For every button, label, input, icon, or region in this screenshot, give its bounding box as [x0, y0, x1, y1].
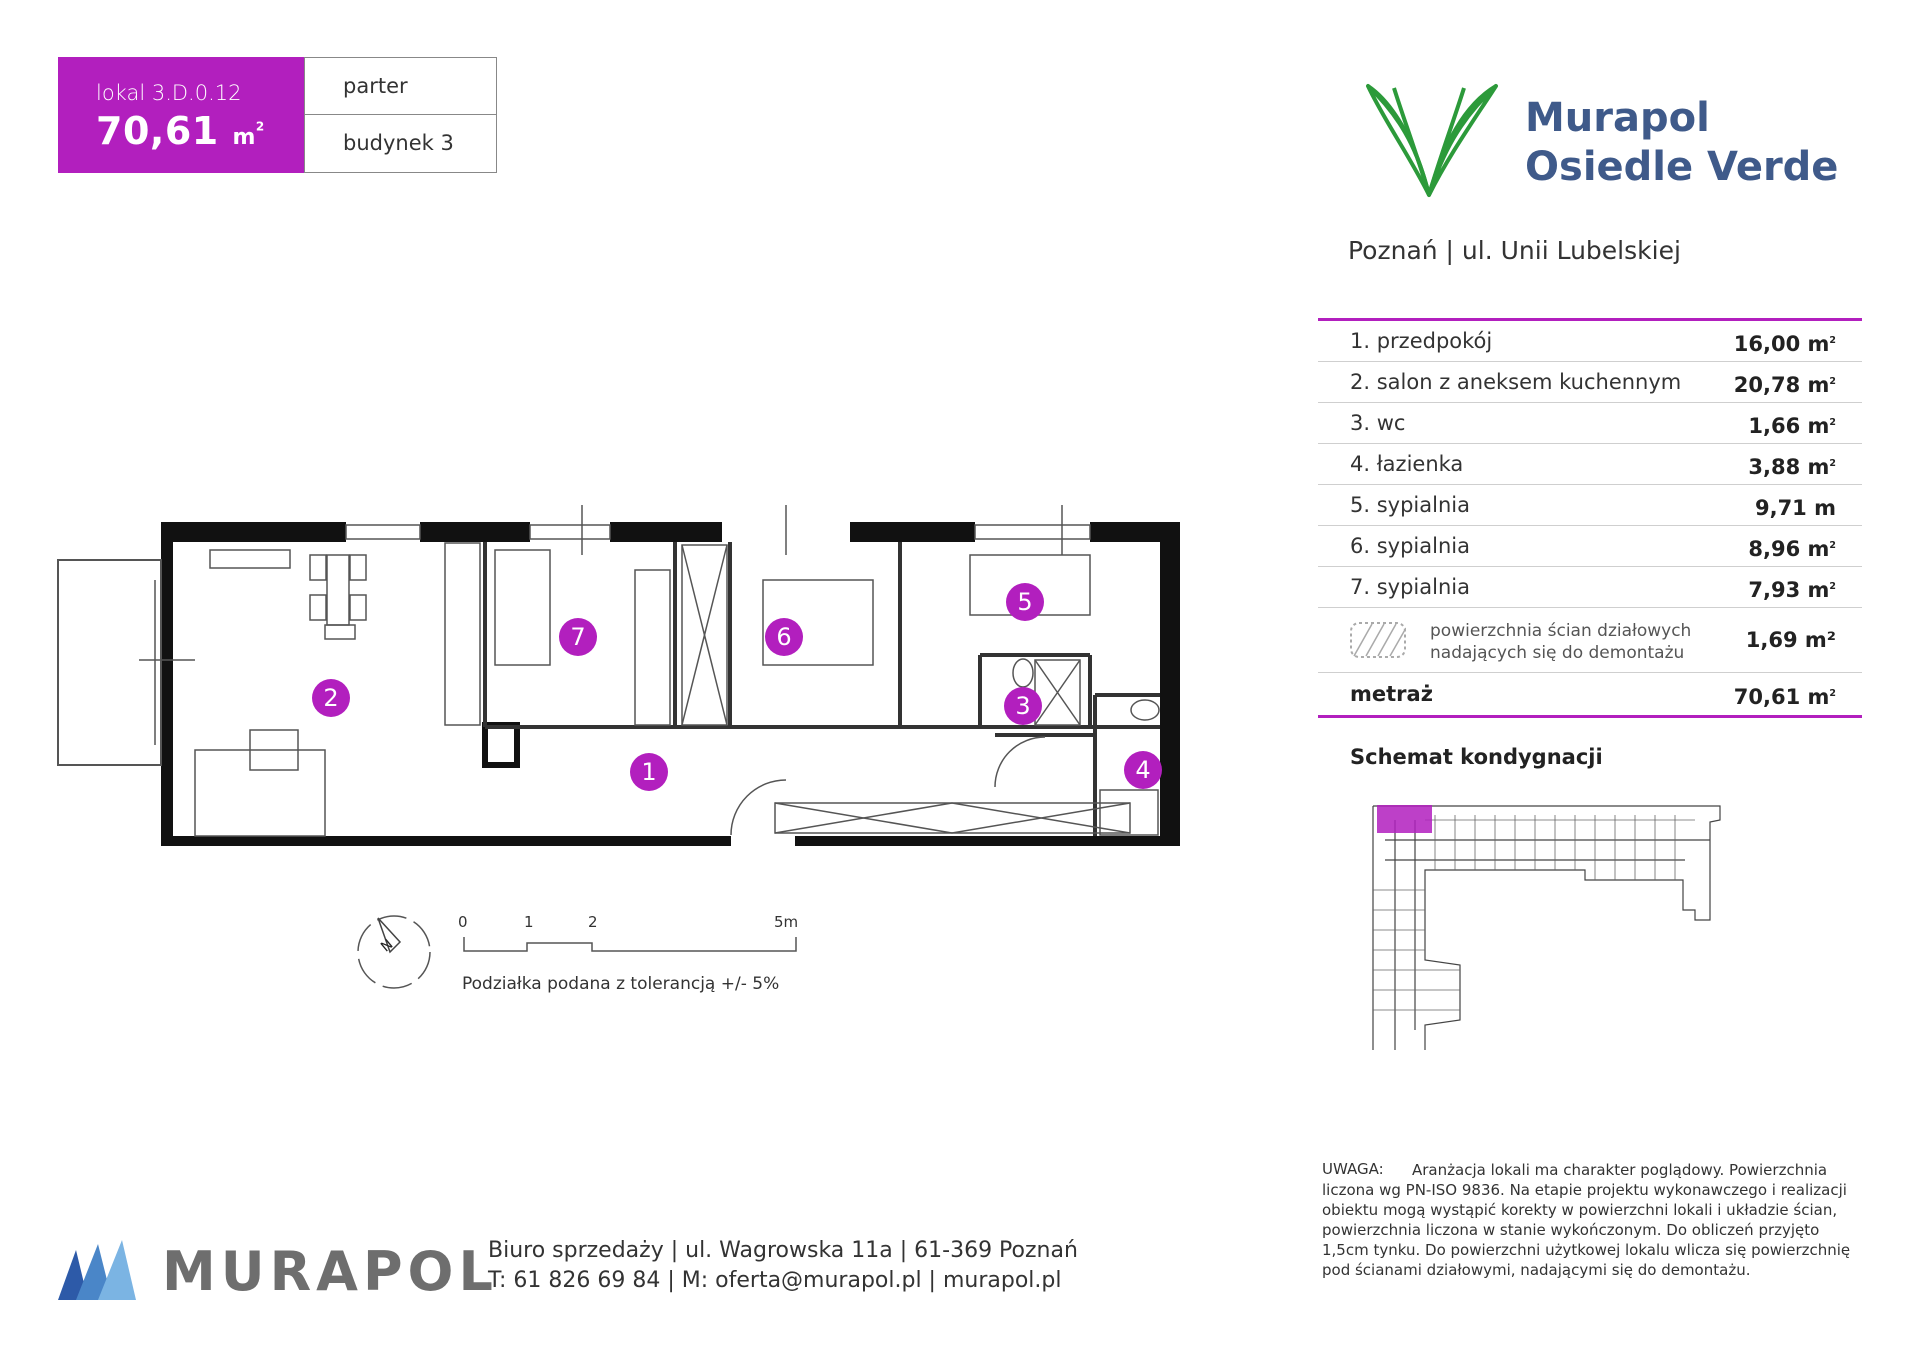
scale-tick: 1: [524, 913, 534, 931]
room-badge-3: 3: [1004, 687, 1042, 725]
unit-details: [304, 57, 497, 173]
area-table: [1318, 318, 1862, 718]
column: [485, 725, 517, 765]
wall: [420, 522, 530, 542]
room-badge-6: 6: [765, 618, 803, 656]
room-badge-7: 7: [559, 618, 597, 656]
room-row: 3. wc 1,66 $m^2$: [1318, 403, 1862, 444]
room-row: 6. sypialnia 8,96 $m^2$: [1318, 526, 1862, 567]
hatch-swatch-icon: [1350, 622, 1406, 658]
wall: [1160, 522, 1180, 846]
balcony: [58, 560, 161, 765]
wall: [795, 836, 1180, 846]
unit-area: 70,61 $m^2$: [96, 109, 265, 153]
room-badge-4: 4: [1124, 751, 1162, 789]
note-heading: UWAGA:: [1322, 1160, 1384, 1178]
scale-note: Podziałka podana z tolerancją +/- 5%: [462, 974, 780, 994]
disclaimer-note: Aranżacja lokali ma charakter poglądowy. Powierzchnia liczona wg PN-ISO 9836. Na etapie projektu wykonawczego i realizacji obiektu mogą wystąpić korekty w powierzchni lokali i układzie ścian, powierzchnia liczona w stanie wykończonym. Do obliczeń przyjęto 1,5cm tynku. Do powierzchni użytkowej lokalu wlicza się powierzchnię pod ścianami działowymi, nadającymi się do demontażu.: [1322, 1161, 1851, 1279]
building-label: budynek 3: [343, 131, 454, 155]
room-row: 1. przedpokój 16,00 $m^2$: [1318, 321, 1862, 362]
wall: [610, 522, 722, 542]
scale-tick: 2: [588, 913, 598, 931]
wall: [161, 522, 346, 542]
sales-office-address: Biuro sprzedaży | ul. Wagrowska 11a | 61-369 Poznań: [488, 1238, 1078, 1263]
room-badge-2: 2: [312, 679, 350, 717]
wall: [850, 522, 975, 542]
room-row: 4. łazienka 3,88 $m^2$: [1318, 444, 1862, 485]
murapol-logo-icon: [58, 1240, 138, 1300]
floor-label: parter: [305, 58, 496, 115]
scale-tick: 5m: [774, 913, 799, 931]
compass-n-label: N: [378, 936, 397, 956]
floor-schema-title: Schemat kondygnacji: [1350, 745, 1603, 769]
scale-bar: [462, 935, 802, 955]
location-text: Poznań | ul. Unii Lubelskiej: [1348, 236, 1681, 265]
leaf-logo-icon: [1364, 80, 1504, 200]
wall: [161, 522, 173, 846]
unit-number: lokal 3.D.0.12: [96, 81, 242, 105]
removable-walls-row: powierzchnia ścian działowych nadających się do demontażu 1,69 m²: [1318, 608, 1862, 673]
floor-schema-diagram: [1365, 800, 1765, 1050]
room-badge-5: 5: [1006, 583, 1044, 621]
room-row: 2. salon z aneksem kuchennym 20,78 $m^2$: [1318, 362, 1862, 403]
compass-icon: [352, 910, 437, 995]
floor-plan: [55, 495, 1230, 865]
brand-title-line1: Murapol: [1525, 95, 1710, 141]
brand-title-line2: Osiedle Verde: [1525, 144, 1839, 190]
company-name: MURAPOL: [162, 1240, 498, 1303]
room-badge-1: 1: [630, 753, 668, 791]
unit-summary-box: [58, 57, 304, 173]
total-row: metraż 70,61 $m^2$: [1350, 682, 1836, 709]
wall: [161, 836, 731, 846]
room-row: 5. sypialnia 9,71 m: [1318, 485, 1862, 526]
room-row: 7. sypialnia 7,93 $m^2$: [1318, 567, 1862, 608]
contact-line: T: 61 826 69 84 | M: oferta@murapol.pl | murapol.pl: [488, 1268, 1062, 1293]
scale-tick: 0: [458, 913, 468, 931]
